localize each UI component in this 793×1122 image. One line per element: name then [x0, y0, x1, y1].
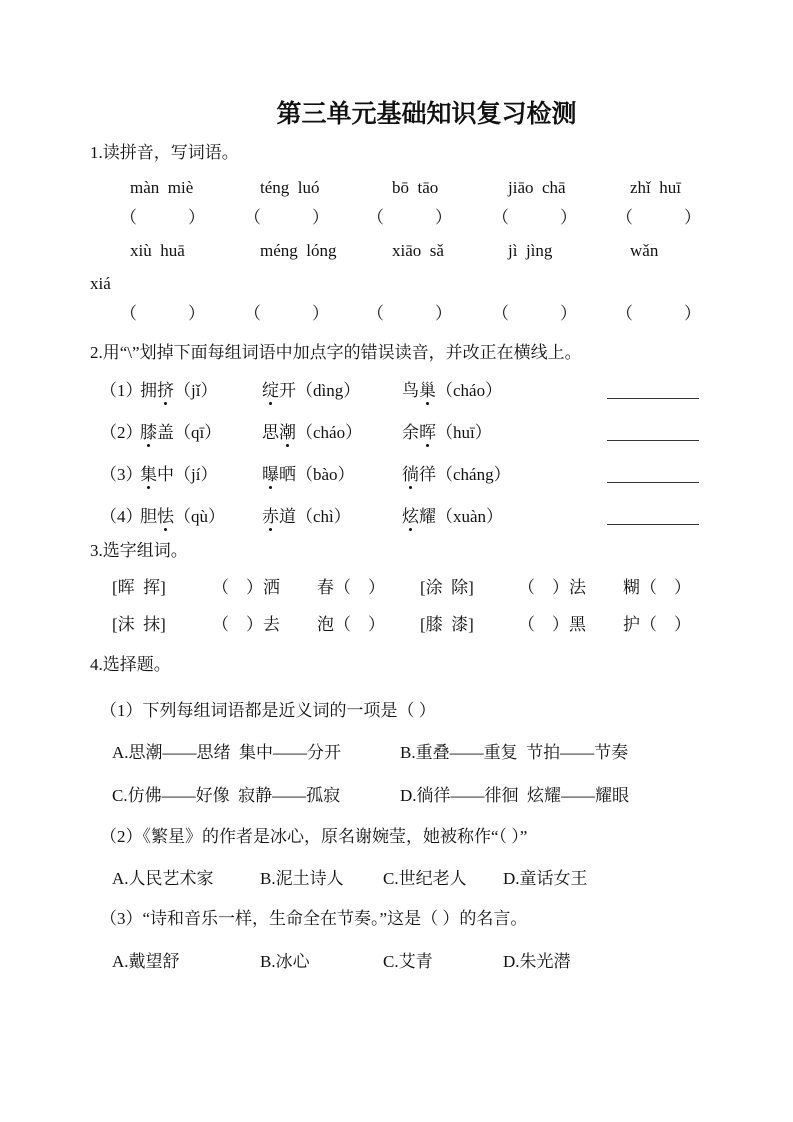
pinyin-item: jì jìng	[508, 241, 553, 260]
word-with-pinyin	[402, 380, 502, 402]
word-with-pinyin	[262, 506, 351, 528]
dotted-char: 徜	[402, 465, 419, 484]
word-blank: （ ）洒	[212, 578, 280, 597]
row-number: （4）	[100, 507, 143, 526]
q1-heading: 1.读拼音，写词语。	[90, 143, 239, 162]
word-blank: （ ）去	[212, 615, 280, 634]
q3-heading: 3.选字组词。	[90, 541, 188, 560]
option: D.徜徉——徘徊 炫耀——耀眼	[400, 786, 630, 805]
word-blank: （ ）黑	[518, 615, 586, 634]
char: 晒	[279, 465, 296, 484]
dotted-char: 潮	[279, 423, 296, 442]
pinyin: （bào）	[296, 465, 355, 484]
word-with-pinyin	[262, 464, 355, 486]
char: 拥	[140, 381, 157, 400]
pinyin: （cháo）	[436, 381, 503, 400]
pinyin: （cháng）	[436, 465, 511, 484]
word-with-pinyin	[402, 422, 492, 444]
pinyin-item: xiá	[90, 274, 111, 293]
char: 余	[402, 423, 419, 442]
answer-parens: （ ）	[120, 304, 205, 323]
word-with-pinyin	[140, 506, 225, 528]
pinyin: （jí）	[174, 465, 218, 484]
answer-parens: （ ）	[244, 304, 329, 323]
char: 鸟	[402, 381, 419, 400]
dotted-char: 绽	[262, 381, 279, 400]
q4-heading: 4.选择题。	[90, 655, 171, 674]
option: A.思潮——思绪 集中——分开	[112, 743, 342, 762]
answer-parens: （ ）	[367, 208, 452, 227]
pinyin: （dìng）	[296, 381, 361, 400]
answer-parens: （ ）	[616, 304, 701, 323]
char-choice: [晖 挥]	[112, 578, 166, 597]
pinyin: （huī）	[436, 423, 492, 442]
pinyin-item: téng luó	[260, 178, 320, 197]
question-stem: （3）“诗和音乐一样，生命全在节奏。”这是（ ）的名言。	[100, 909, 528, 928]
option: C.艾青	[383, 952, 433, 971]
dotted-char: 赤	[262, 507, 279, 526]
answer-blank[interactable]	[607, 382, 699, 399]
dotted-char: 炫	[402, 507, 419, 526]
dotted-char: 晖	[419, 423, 436, 442]
option: A.人民艺术家	[112, 869, 214, 888]
char-choice: [涂 除]	[420, 578, 474, 597]
char-choice: [沫 抹]	[112, 615, 166, 634]
pinyin: （xuàn）	[436, 507, 504, 526]
row-number: （2）	[100, 423, 143, 442]
option: A.戴望舒	[112, 952, 180, 971]
word-with-pinyin	[262, 422, 362, 444]
q2-heading: 2.用“\”划掉下面每组词语中加点字的错误读音，并改正在横线上。	[90, 343, 582, 362]
word-with-pinyin	[402, 506, 503, 528]
dotted-char: 集	[140, 465, 157, 484]
word-blank: 春（ ）	[317, 578, 385, 597]
page-title: 第三单元基础知识复习检测	[276, 101, 577, 128]
answer-parens: （ ）	[244, 208, 329, 227]
pinyin-item: jiāo chā	[508, 178, 566, 197]
row-number: （3）	[100, 465, 143, 484]
char: 思	[262, 423, 279, 442]
word-blank: 护（ ）	[623, 615, 691, 634]
word-with-pinyin	[140, 380, 217, 402]
word-blank: （ ）法	[518, 578, 586, 597]
pinyin: （cháo）	[296, 423, 363, 442]
question-stem: （2）《繁星》的作者是冰心，原名谢婉莹，她被称作“（ ）”	[100, 827, 528, 846]
word-blank: 泡（ ）	[317, 615, 385, 634]
pinyin-item: zhǐ huī	[630, 178, 681, 197]
word-with-pinyin	[262, 380, 360, 402]
pinyin-item: wǎn	[630, 241, 659, 260]
pinyin: （chì）	[296, 507, 351, 526]
answer-parens: （ ）	[367, 304, 452, 323]
pinyin: （qù）	[174, 507, 225, 526]
pinyin: （jǐ）	[174, 381, 218, 400]
answer-parens: （ ）	[120, 208, 205, 227]
word-with-pinyin	[140, 422, 221, 444]
dotted-char: 挤	[157, 381, 174, 400]
pinyin-item: màn miè	[130, 178, 194, 197]
answer-blank[interactable]	[607, 424, 699, 441]
word-blank: 糊（ ）	[623, 578, 691, 597]
option: B.重叠——重复 节拍——节奏	[400, 743, 629, 762]
pinyin-item: méng lóng	[260, 241, 337, 260]
option: B.冰心	[260, 952, 310, 971]
option: D.童话女王	[503, 869, 588, 888]
answer-parens: （ ）	[616, 208, 701, 227]
char: 道	[279, 507, 296, 526]
pinyin: （qī）	[174, 423, 222, 442]
word-with-pinyin	[140, 464, 217, 486]
dotted-char: 巢	[419, 381, 436, 400]
option: C.世纪老人	[383, 869, 467, 888]
option: B.泥土诗人	[260, 869, 344, 888]
answer-blank[interactable]	[607, 466, 699, 483]
pinyin-item: bō tāo	[392, 178, 439, 197]
dotted-char: 膝	[140, 423, 157, 442]
char: 中	[157, 465, 174, 484]
row-number: （1）	[100, 381, 143, 400]
dotted-char: 曝	[262, 465, 279, 484]
pinyin-item: xiù huā	[130, 241, 185, 260]
option: D.朱光潜	[503, 952, 571, 971]
pinyin-item: xiāo sǎ	[392, 241, 444, 260]
char: 耀	[419, 507, 436, 526]
question-stem: （1）下列每组词语都是近义词的一项是（ ）	[100, 701, 436, 720]
answer-parens: （ ）	[492, 304, 577, 323]
word-with-pinyin	[402, 464, 511, 486]
char-choice: [膝 漆]	[420, 615, 474, 634]
dotted-char: 怯	[157, 507, 174, 526]
answer-parens: （ ）	[492, 208, 577, 227]
option: C.仿佛——好像 寂静——孤寂	[112, 786, 341, 805]
char: 徉	[419, 465, 436, 484]
char: 盖	[157, 423, 174, 442]
answer-blank[interactable]	[607, 508, 699, 525]
char: 胆	[140, 507, 157, 526]
char: 开	[279, 381, 296, 400]
